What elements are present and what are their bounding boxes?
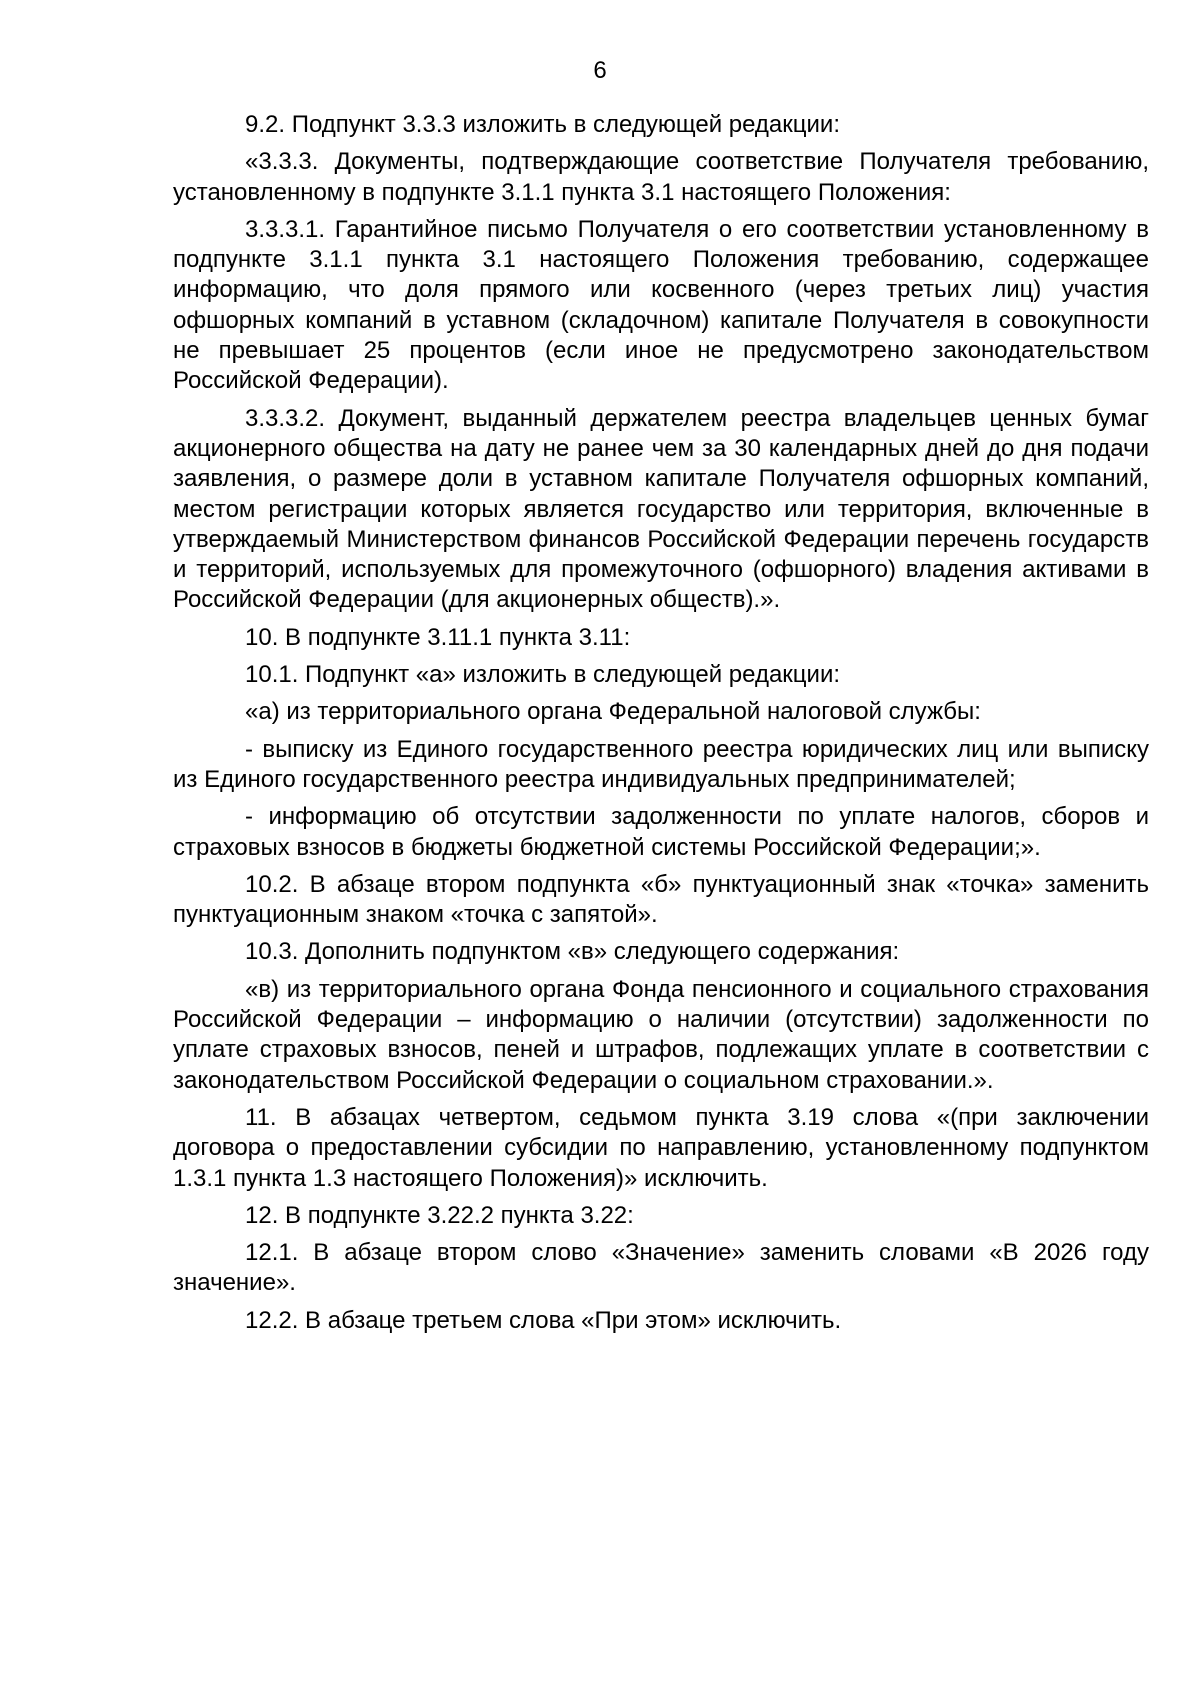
paragraph-10-1-a-item-2: - информацию об отсутствии задолженности по уплате налогов, сборов и страховых взносов в бюджеты бюджетной системы Российской Федерации;». [173, 803, 1149, 861]
paragraph-3-3-3: «3.3.3. Документы, подтверждающие соответствие Получателя требованию, установленному в подпункте 3.1.1 пункта 3.1 настоящего Положения: [173, 148, 1149, 206]
paragraph-12-1: 12.1. В абзаце втором слово «Значение» заменить словами «В 2026 году значение». [173, 1239, 1149, 1297]
paragraph-9-2: 9.2. Подпункт 3.3.3 изложить в следующей редакции: [245, 111, 841, 138]
page-number: 6 [593, 57, 607, 84]
paragraph-10: 10. В подпункте 3.11.1 пункта 3.11: [245, 623, 631, 651]
paragraph-10-2: 10.2. В абзаце втором подпункта «б» пунктуационный знак «точка» заменить пунктуационным знаком «точка с запятой». [173, 870, 1149, 929]
document-body [173, 110, 1149, 1343]
paragraph-12: 12. В подпункте 3.22.2 пункта 3.22: [245, 1201, 634, 1229]
paragraph-10-3-v: «в) из территориального органа Фонда пенсионного и социального страхования Российской Федерации – информацию о наличии (отсутствии) задолженности по уплате страховых взносов, пеней и штрафов, подлежащих уплате в соответствии с законодательством Российской Федерации о социальном страховании.». [173, 975, 1149, 1094]
paragraph-10-1: 10.1. Подпункт «а» изложить в следующей редакции: [245, 661, 841, 689]
paragraph-12-2: 12.2. В абзаце третьем слова «При этом» исключить. [245, 1306, 842, 1334]
paragraph-10-1-a-item-1: - выписку из Единого государственного реестра юридических лиц или выписку из Единого государственного реестра индивидуальных предпринимателей; [173, 735, 1149, 793]
paragraph-11: 11. В абзацах четвертом, седьмом пункта 3.19 слова «(при заключении договора о предоставлении субсидии по направлению, установленному подпунктом 1.3.1 пункта 1.3 настоящего Положения)» исключить. [173, 1103, 1149, 1192]
paragraph-10-3: 10.3. Дополнить подпунктом «в» следующего содержания: [245, 938, 900, 966]
paragraph-3-3-3-1: 3.3.3.1. Гарантийное письмо Получателя о его соответствии установленному в подпункте 3.1.1 пункта 3.1 настоящего Положения требованию, содержащее информацию, что доля прямого или косвенного (через третьих лиц) участия офшорных компаний в уставном (складочном) капитале Получателя в совокупности не превышает 25 процентов (если иное не предусмотрено законодательством Российской Федерации). [173, 215, 1149, 395]
paragraph-10-1-a: «а) из территориального органа Федеральной налоговой службы: [245, 698, 981, 726]
paragraph-3-3-3-2: 3.3.3.2. Документ, выданный держателем реестра владельцев ценных бумаг акционерного общества на дату не ранее чем за 30 календарных дней до дня подачи заявления, о размере доли в уставном капитале Получателя офшорных компаний, местом регистрации которых является государство или территория, включенные в утверждаемый Министерством финансов Российской Федерации перечень государств и территорий, используемых для промежуточного (офшорного) владения активами в Российской Федерации (для акционерных обществ).». [173, 404, 1149, 614]
